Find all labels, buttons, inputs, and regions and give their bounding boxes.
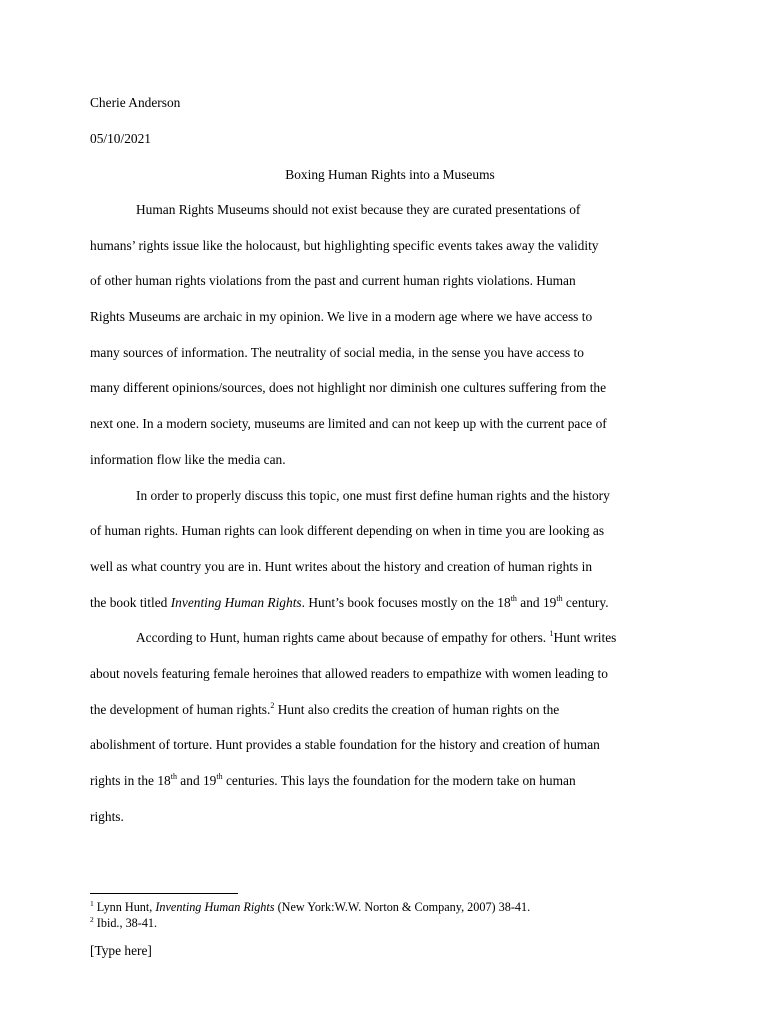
- footnote-separator: [90, 893, 238, 894]
- book-title: Inventing Human Rights: [155, 900, 275, 914]
- body-line: information flow like the media can.: [90, 452, 286, 467]
- body-line: abolishment of torture. Hunt provides a stable foundation for the history and creation of human: [90, 737, 600, 752]
- body-line: of other human rights violations from the past and current human rights violations. Human: [90, 273, 576, 288]
- document-title: Boxing Human Rights into a Museums: [285, 167, 495, 182]
- body-line: [90, 702, 559, 718]
- text-run: Lynn Hunt,: [93, 900, 156, 914]
- superscript: th: [216, 772, 223, 781]
- body-line: rights.: [90, 809, 124, 824]
- body-line: many different opinions/sources, does not highlight nor diminish one cultures suffering from the: [90, 380, 607, 395]
- text-run: Hunt also credits the creation of human rights on the: [274, 702, 560, 717]
- footnote-1: [90, 900, 530, 914]
- text-run: Ibid., 38-41.: [93, 916, 158, 930]
- body-line: about novels featuring female heroines that allowed readers to empathize with women leading to: [90, 666, 608, 681]
- text-run: century.: [562, 595, 609, 610]
- text-run: According to Hunt, human rights came about because of empathy for others.: [136, 630, 550, 645]
- book-title: Inventing Human Rights: [170, 595, 302, 610]
- text-run: Hunt writes: [553, 630, 617, 645]
- body-line: next one. In a modern society, museums are limited and can not keep up with the current pace of: [90, 416, 607, 431]
- footnote-number: 1: [90, 899, 94, 908]
- body-line: [136, 630, 616, 646]
- text-run: the book titled: [90, 595, 171, 610]
- footnote-2: [90, 916, 157, 930]
- text-run: rights in the 18: [90, 773, 171, 788]
- footer-placeholder[interactable]: [Type here]: [90, 943, 152, 958]
- body-line: Human Rights Museums should not exist because they are curated presentations of: [136, 202, 581, 217]
- author-name: Cherie Anderson: [90, 95, 181, 110]
- text-run: . Hunt’s book focuses mostly on the 18: [301, 595, 511, 610]
- superscript: th: [170, 772, 177, 781]
- body-line: many sources of information. The neutrality of social media, in the sense you have access to: [90, 345, 584, 360]
- superscript: th: [556, 594, 563, 603]
- body-line: [90, 773, 576, 789]
- document-date: 05/10/2021: [90, 131, 152, 146]
- text-run: and 19: [516, 595, 557, 610]
- footnote-ref[interactable]: 1: [549, 629, 554, 638]
- body-line: humans’ rights issue like the holocaust, but highlighting specific events takes away the validity: [90, 238, 599, 253]
- text-run: centuries. This lays the foundation for the modern take on human: [222, 773, 576, 788]
- body-line: Rights Museums are archaic in my opinion. We live in a modern age where we have access to: [90, 309, 593, 324]
- footnote-ref[interactable]: 2: [270, 701, 275, 710]
- body-line: In order to properly discuss this topic, one must first define human rights and the history: [136, 488, 610, 503]
- footnote-number: 2: [90, 915, 94, 924]
- text-run: and 19: [176, 773, 217, 788]
- body-line: [90, 595, 609, 611]
- superscript: th: [510, 594, 517, 603]
- body-line: well as what country you are in. Hunt writes about the history and creation of human rights in: [90, 559, 593, 574]
- text-run: (New York:W.W. Norton & Company, 2007) 38-41.: [274, 900, 531, 914]
- body-line: of human rights. Human rights can look different depending on when in time you are looking as: [90, 523, 605, 538]
- text-run: the development of human rights.: [90, 702, 271, 717]
